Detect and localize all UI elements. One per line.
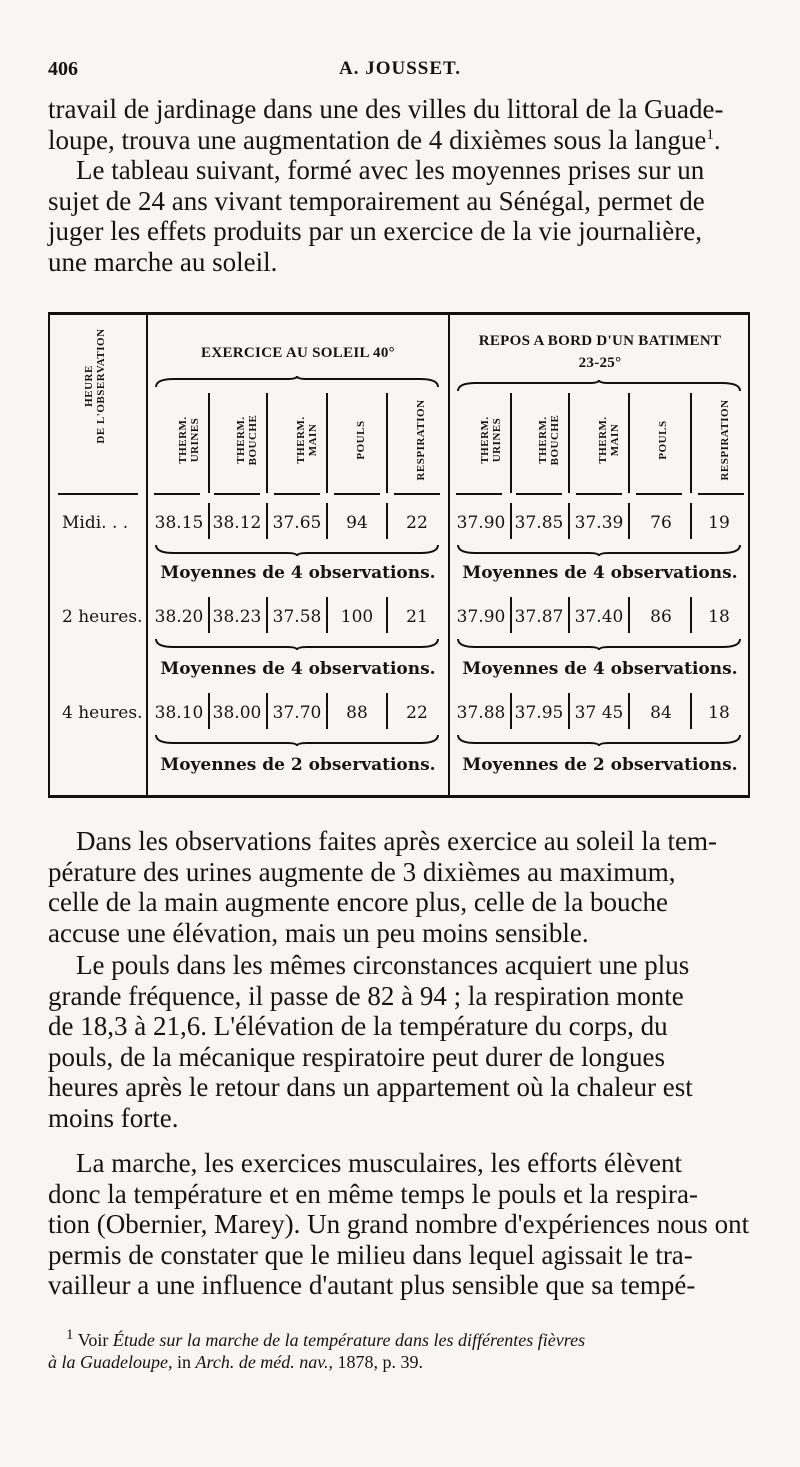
table-rule [154,493,200,495]
row-note-left: Moyennes de 2 observations. [160,755,436,775]
table-cell: 37.95 [514,703,564,723]
table-cell: 37.85 [514,513,564,533]
paragraph-pouls [48,950,752,1134]
table-cell: 76 [650,513,672,533]
table-cell: 18 [708,607,730,627]
text-line: moins forte. [48,1102,179,1133]
table-cell: 86 [650,607,672,627]
text-line: grande fréquence, il passe de 82 à 94 ; la respiration monte [48,980,684,1011]
table-rule [636,493,682,495]
table-cell: 37.39 [574,513,624,533]
footnote-ref-end: 1878, p. 39. [337,1352,423,1372]
table-cell: 37 45 [574,703,624,723]
column-header: THERM. MAIN [295,416,319,464]
row-header: HEURE DE L'OBSERVATION [83,328,107,444]
row-note-right: Moyennes de 4 observations. [462,563,738,583]
text-line: La marche, les exercices musculaires, les efforts élèvent [76,1148,682,1178]
paragraph-marche [48,1148,752,1301]
text-line [48,125,752,156]
row-label: 4 heures. [62,703,143,723]
row-brace [456,637,742,651]
table-cell: 100 [340,607,374,627]
table-rule [386,393,388,493]
table-rule [214,493,260,495]
footnote-title-cont: à la Guadeloupe, [48,1352,173,1372]
column-header: POULS [355,420,367,460]
footnote-voir: Voir [77,1330,109,1350]
table-rule [516,493,562,495]
running-title: A. JOUSSET. [338,58,462,79]
text-line: travail de jardinage dans une des villes du littoral de la Guade- [48,94,724,124]
table-cell: 38.00 [212,703,262,723]
row-note-left: Moyennes de 4 observations. [160,659,436,679]
table-cell: 38.20 [154,607,204,627]
running-head [48,58,752,88]
text-line: Le tableau suivant, formé avec les moyennes prises sur un [76,155,705,186]
table-rule [456,493,502,495]
table-cell: 18 [708,703,730,723]
row-note-right: Moyennes de 4 observations. [462,659,738,679]
table-rule [334,493,380,495]
table-rule [326,393,328,493]
table-cell: 38.15 [154,513,204,533]
table-rule [628,503,630,539]
table-rule [274,493,320,495]
footnote-ref[interactable]: 1 [706,126,714,143]
group-title-right: REPOS A BORD D'UN BATIMENT [478,333,722,349]
row-brace [456,733,742,747]
table-rule [628,597,630,633]
table-rule [394,493,440,495]
table-rule [266,393,268,493]
group-subtitle-right: 23-25° [578,355,622,371]
header-brace [456,379,742,393]
paragraph-intro [48,94,752,278]
column-header: THERM. BOUCHE [537,414,561,466]
table-cell: 38.12 [212,513,262,533]
text-line: Dans les observations faites après exercice au soleil la tem- [76,826,717,856]
column-header: THERM. URINES [479,416,503,464]
text-line: heures après le retour dans un appartement où la chaleur est [48,1072,693,1103]
table-cell: 37.87 [514,607,564,627]
footnote-journal: Arch. de méd. nav., [195,1352,333,1372]
table-rule [628,693,630,729]
table-cell: 38.10 [154,703,204,723]
observations-table [48,312,750,798]
text-line: pérature des urines augmente de 3 dixièmes au maximum, [48,856,676,887]
footnote-in: in [176,1352,191,1372]
text-line: celle de la main augmente encore plus, celle de la bouche [48,887,668,918]
table-rule [568,393,570,493]
table-rule [690,393,692,493]
table-cell: 21 [406,607,428,627]
footnote-mark: 1 [66,1327,74,1343]
page-number: 406 [48,58,78,80]
column-header: RESPIRATION [415,399,427,481]
table-cell: 37.88 [456,703,506,723]
table-cell: 38.23 [212,607,262,627]
text-line: Le pouls dans les mêmes circonstances acquiert une plus [76,950,690,980]
row-brace [456,543,742,557]
column-header: THERM. MAIN [597,416,621,464]
table-cell: 84 [650,703,672,723]
table-cell: 37.65 [272,513,322,533]
column-header: POULS [657,420,669,460]
table-rule [58,493,138,495]
table-cell: 94 [346,513,368,533]
table-cell: 88 [346,703,368,723]
text-line: tion (Obernier, Marey). Un grand nombre d'expériences nous ont [48,1209,750,1240]
text-line: accuse une élévation, mais un peu moins sensible. [48,917,589,948]
header-brace [154,375,440,389]
text-line: permis de constater que le milieu dans lequel agissait le tra- [48,1239,693,1270]
table-rule [146,315,148,795]
table-rule [208,393,210,493]
row-label: 2 heures. [62,607,143,627]
table-rule [576,493,622,495]
text-line-tail: . [713,124,721,155]
column-header: RESPIRATION [719,399,731,481]
table-cell: 37.90 [456,513,506,533]
footnote-title: Étude sur la marche de la température dans les différentes fièvres [112,1330,586,1350]
footnote-line [48,1324,752,1351]
row-note-right: Moyennes de 2 observations. [462,755,738,775]
paragraph-urines [48,826,752,948]
group-title-left: EXERCICE AU SOLEIL 40° [201,345,395,361]
table-cell: 22 [406,513,428,533]
text-line: donc la température et en même temps le pouls et la respira- [48,1178,698,1209]
text-line: pouls, de la mécanique respiratoire peut durer de longues [48,1041,666,1072]
text-line: de 18,3 à 21,6. L'élévation de la température du corps, du [48,1011,668,1042]
table-cell: 37.90 [456,607,506,627]
row-brace [154,543,440,557]
table-cell: 37.40 [574,607,624,627]
table-cell: 37.58 [272,607,322,627]
table-cell: 19 [708,513,730,533]
table-rule [698,493,744,495]
column-header: THERM. BOUCHE [235,414,259,466]
column-header: THERM. URINES [177,416,201,464]
text-line-body: loupe, trouva une augmentation de 4 dixièmes sous la langue [48,124,707,155]
table-cell: 37.70 [272,703,322,723]
row-note-left: Moyennes de 4 observations. [160,563,436,583]
footnote [48,1324,752,1373]
table-rule [448,315,450,795]
table-rule [510,393,512,493]
text-line: sujet de 24 ans vivant temporairement au Sénégal, permet de [48,185,705,216]
table-cell: 22 [406,703,428,723]
row-brace [154,733,440,747]
text-line: vailleur a une influence d'autant plus sensible que sa tempé- [48,1270,696,1301]
text-line: juger les effets produits par un exercice de la vie journalière, [48,216,702,247]
row-brace [154,637,440,651]
text-line: une marche au soleil. [48,246,278,277]
footnote-line [48,1351,752,1373]
table-rule [628,393,630,493]
row-label: Midi. . . [62,513,129,533]
